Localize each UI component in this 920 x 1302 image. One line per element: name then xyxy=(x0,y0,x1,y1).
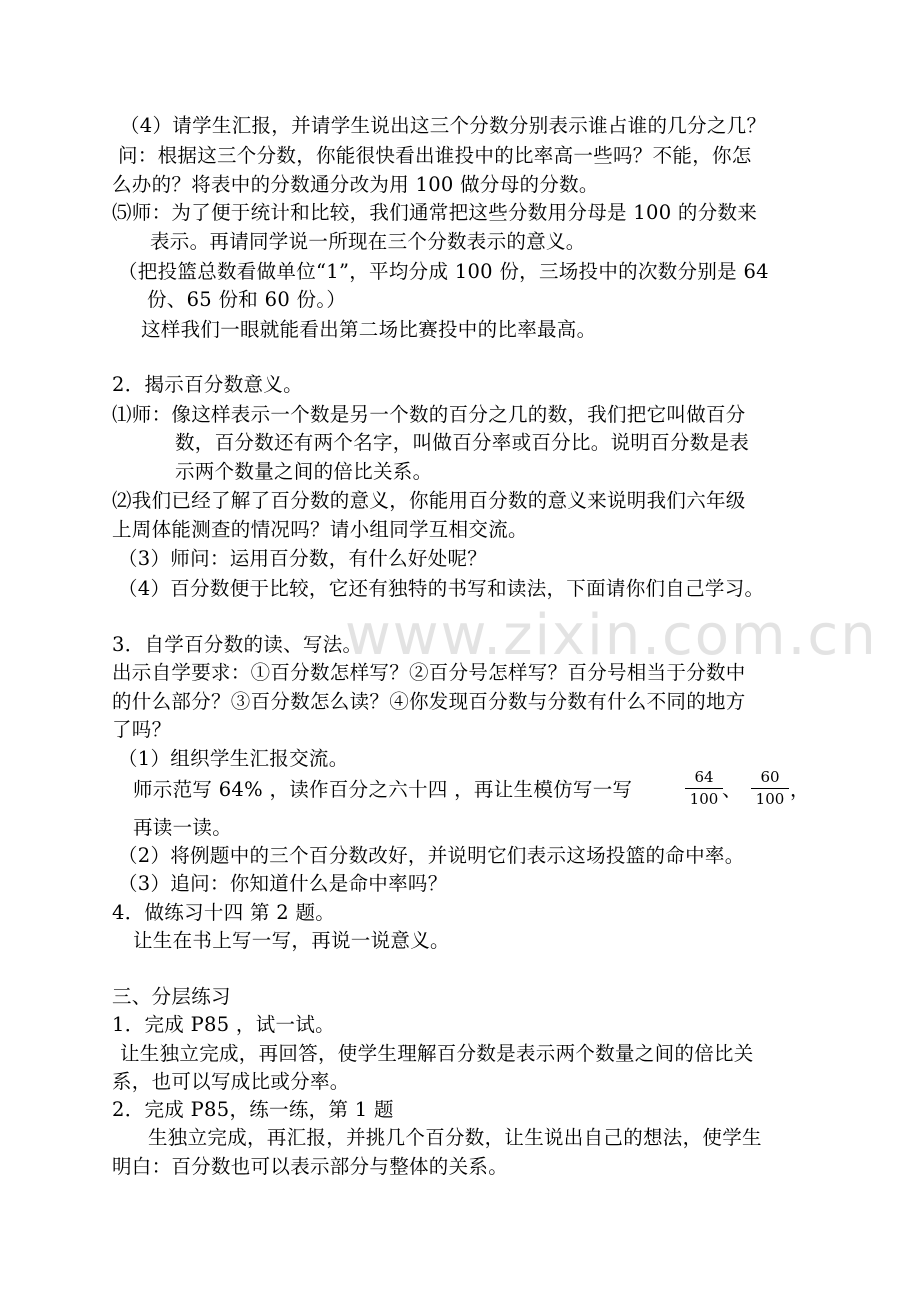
text-line: 系，也可以写成比或分率。 xyxy=(112,1070,350,1093)
fraction-bar xyxy=(751,788,789,789)
text-line: 数，百分数还有两个名字，叫做百分率或百分比。说明百分数是表 xyxy=(175,431,750,454)
text-line: 上周体能测查的情况吗？请小组同学互相交流。 xyxy=(112,518,528,541)
text-line: 出示自学要求：①百分数怎样写？②百分号怎样写？百分号相当于分数中 xyxy=(112,661,746,684)
text-line: 示两个数量之间的倍比关系。 xyxy=(175,460,433,483)
text-line: 1．完成 P85 ，试一试。 xyxy=(112,1013,335,1036)
fraction-denominator: 100 xyxy=(689,790,719,808)
text-line: （2）将例题中的三个百分数改好，并说明它们表示这场投篮的命中率。 xyxy=(118,844,745,867)
fraction-numerator: 60 xyxy=(760,768,780,786)
text-line: 的什么部分？③百分数怎么读？④你发现百分数与分数有什么不同的地方 xyxy=(112,690,746,713)
text-line: 表示。再请同学说一所现在三个分数表示的意义。 xyxy=(150,230,586,253)
fraction-bar xyxy=(685,788,723,789)
section-heading: 三、分层练习 xyxy=(112,985,231,1008)
text-line: 份、65 份和 60 份。） xyxy=(147,288,347,311)
text-line: 再读一读。 xyxy=(133,816,233,839)
text-line: ⑵我们已经了解了百分数的意义，你能用百分数的意义来说明我们六年级 xyxy=(112,489,746,512)
watermark: www.zixin.com.cn xyxy=(345,603,878,668)
fraction-numerator: 64 xyxy=(694,768,714,786)
text-line: 生独立完成，再汇报，并挑几个百分数，让生说出自己的想法，使学生 xyxy=(148,1126,762,1149)
text-line: （把投篮总数看做单位“1”，平均分成 100 份，三场投中的次数分别是 64 xyxy=(118,260,769,283)
text-line: ， xyxy=(790,778,810,801)
text-line: 让生独立完成，再回答，使学生理解百分数是表示两个数量之间的倍比关 xyxy=(120,1042,754,1065)
fraction-denominator: 100 xyxy=(755,790,785,808)
text-line: 明白：百分数也可以表示部分与整体的关系。 xyxy=(112,1155,509,1178)
text-line: （4）百分数便于比较，它还有独特的书写和读法，下面请你们自己学习。 xyxy=(118,577,765,600)
text-line: 了吗？ xyxy=(112,718,172,741)
text-line: （3）追问：你知道什么是命中率吗？ xyxy=(118,872,448,895)
text-line: ⑸师：为了便于统计和比较，我们通常把这些分数用分母是 100 的分数来 xyxy=(112,201,758,224)
text-line: 这样我们一眼就能看出第二场比赛投中的比率最高。 xyxy=(141,318,597,341)
text-line: 师示范写 64% ，读作百分之六十四 ，再让生模仿写一写 xyxy=(133,778,633,801)
text-line: 么办的？将表中的分数通分改为用 100 做分母的分数。 xyxy=(112,173,599,196)
text-line: 2．完成 P85，练一练，第 1 题 xyxy=(112,1098,394,1121)
text-line: （1）组织学生汇报交流。 xyxy=(118,747,349,770)
text-line: 4．做练习十四 第 2 题。 xyxy=(112,901,336,924)
text-line: 让生在书上写一写，再说一说意义。 xyxy=(133,929,450,952)
fraction xyxy=(747,768,793,808)
text-line: （4）请学生汇报，并请学生说出这三个分数分别表示谁占谁的几分之几？ xyxy=(120,114,767,137)
section-heading: 2．揭示百分数意义。 xyxy=(112,373,303,396)
fraction xyxy=(681,768,727,808)
text-line: 、 xyxy=(722,778,742,801)
text-line: ⑴师：像这样表示一个数是另一个数的百分之几的数，我们把它叫做百分 xyxy=(112,403,746,426)
text-line: （3）师问：运用百分数，有什么好处呢？ xyxy=(118,547,488,570)
text-line: 问：根据这三个分数，你能很快看出谁投中的比率高一些吗？不能，你怎 xyxy=(118,144,752,167)
section-heading: 3．自学百分数的读、写法。 xyxy=(112,633,363,656)
